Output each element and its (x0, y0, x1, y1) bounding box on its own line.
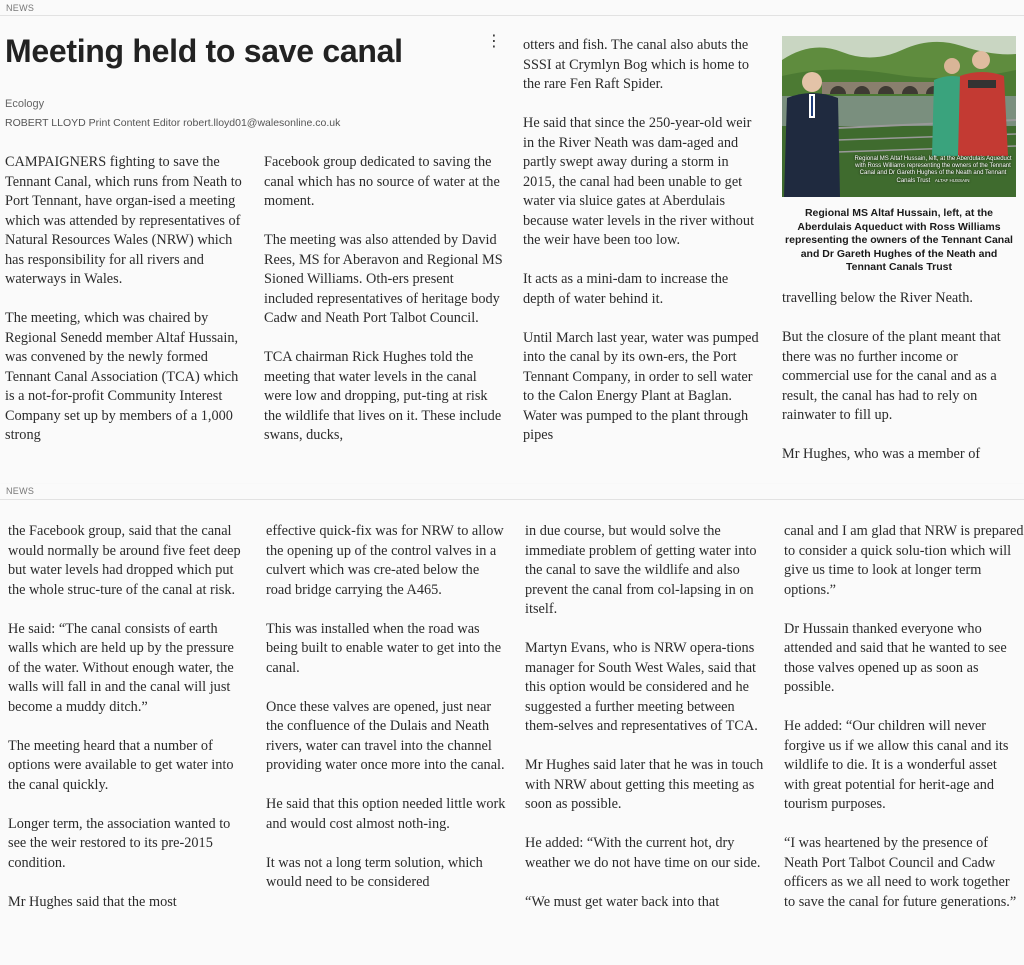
paragraph: He said that this option needed little work and would cost almost noth-ing. (266, 796, 506, 832)
article-column-4 (782, 289, 1022, 465)
article-column-3 (523, 36, 763, 446)
section-label: NEWS (6, 3, 35, 13)
paragraph: effective quick-fix was for NRW to allow the opening up of the control valves in a culvert which was cre-ated below the road bridge carrying the A465. (266, 523, 504, 598)
paragraph: Facebook group dedicated to saving the canal which has no source of water at the moment. (264, 154, 500, 209)
section-label: NEWS (6, 486, 35, 496)
paragraph: Mr Hughes, who was a member of (782, 446, 981, 462)
paragraph: Longer term, the association wanted to see the weir restored to its pre-2015 condition. (8, 815, 231, 871)
paragraph: in due course, but would solve the immediate problem of getting water into the canal to save the wildlife and also prevent the canal from col-lapsing in on itself. (525, 523, 757, 617)
divider (0, 15, 1024, 16)
photo-overlay-caption (850, 156, 1016, 185)
paragraph: Martyn Evans, who is NRW opera-tions manager for South West Wales, said that this option would be considered and he suggested a further meeting between them-selves and representatives of TCA. (525, 640, 758, 734)
paragraph: “We must get water back into that (525, 893, 720, 910)
paragraph: The meeting was also attended by David Rees, MS for Aberavon and Regional MS Sioned Williams. Oth-ers present included representatives of heritage body Cadw and Neath Port Talbot Council. (264, 232, 503, 326)
article-column-2 (266, 522, 506, 893)
paragraph: The meeting, which was chaired by Regional Senedd member Altaf Hussain, was convened by the newly formed Tennant Canal Association (TCA) which is a not-for-profit Community Interest Company set up by members of a 1,000 strong (5, 310, 239, 443)
paragraph: canal and I am glad that NRW is prepared to consider a quick solu-tion which will give us time to look at longer term options.” (784, 523, 1024, 598)
article-column-1 (5, 153, 245, 446)
article-column-2 (264, 153, 504, 446)
paragraph: But the closure of the plant meant that there was no further income or commercial use for the canal and as a result, the canal has had to rely on rainwater to fill up. (782, 329, 1001, 423)
paragraph: the Facebook group, said that the canal would normally be around five feet deep but water levels had dropped which put the whole struc-ture of the canal at risk. (8, 523, 241, 598)
divider (0, 499, 1024, 500)
paragraph: CAMPAIGNERS fighting to save the Tennant Canal, which runs from Neath to Port Tennant, have organ-ised a meeting which was attended by representatives of Natural Resources Wales (NRW) which has responsibility for all rivers and waterways in Wales. (5, 154, 242, 287)
news-page-2 (0, 484, 1024, 965)
paragraph: Dr Hussain thanked everyone who attended and said that he wanted to see those valves opened up as soon as possible. (784, 620, 1007, 695)
paragraph: He added: “With the current hot, dry weather we do not have time on our side. (525, 835, 761, 871)
paragraph: “I was heartened by the presence of Neath Port Talbot Council and Cadw officers as we all need to work together to save the canal for future generations.” (784, 835, 1017, 910)
article-column-1 (8, 522, 248, 912)
paragraph: TCA chairman Rick Hughes told the meeting that water levels in the canal were low and dropping, put-ting at risk the wildlife that lives on it. These include swans, ducks, (264, 349, 502, 443)
article-section: Ecology (5, 98, 45, 110)
paragraph: The meeting heard that a number of options were available to get water into the canal quickly. (8, 737, 234, 793)
paragraph: It was not a long term solution, which would need to be considered (266, 854, 483, 890)
paragraph: He said: “The canal consists of earth walls which are held up by the pressure of the water. Without enough water, the walls will fall in and the canal will just become a muddy ditch.” (8, 620, 234, 715)
article-column-4 (784, 522, 1024, 912)
paragraph: This was installed when the road was being built to enable water to get into the canal. (266, 620, 502, 676)
paragraph: Mr Hughes said that the most (8, 893, 177, 910)
paragraph: Once these valves are opened, just near the confluence of the Dulais and Neath rivers, water can travel into the channel providing water once more into the canal. (266, 698, 505, 773)
article-column-3 (525, 522, 765, 912)
photo-overlay-caption-text: Regional MS Altaf Hussain, left, at the Aberdulais Aqueduct with Ross Williams representing the owners of the Tennant Canal and Dr Gareth Hughes of the Neath and Tennant Canals Trust (854, 156, 1012, 184)
vertical-ellipsis-icon: ⋮ (486, 31, 502, 50)
image-caption: Regional MS Altaf Hussain, left, at the Aberdulais Aqueduct with Ross Williams representing the owners of the Tennant Canal and Dr Gareth Hughes of the Neath and Tennant Canals Trust (785, 207, 1013, 274)
paragraph: He added: “Our children will never forgive us if we allow this canal and its wildlife to die. It is a wonderful asset with great potential for herit-age and tourism purposes. (784, 718, 1009, 812)
paragraph: Until March last year, water was pumped into the canal by its own-ers, the Port Tennant Company, in order to sell water to the Calon Energy Plant at Baglan. Water was pumped to the plant through pipes (523, 329, 759, 443)
byline: ROBERT LLOYD Print Content Editor robert.lloyd01@walesonline.co.uk (5, 117, 341, 129)
paragraph: He said that since the 250-year-old weir in the River Neath was dam-aged and partly swept away during a storm in 2015, the canal had been unable to get water via sluice gates at Aberdulais because water levels in the river without the weir have been too low. (523, 115, 755, 248)
paragraph: Mr Hughes said later that he was in touch with NRW about getting this meeting as soon as possible. (525, 757, 764, 812)
more-options-button[interactable] (486, 30, 500, 52)
paragraph: It acts as a mini-dam to increase the depth of water behind it. (523, 271, 729, 307)
photo-credit: ALTAF HUSSAIN (934, 178, 970, 183)
paragraph: otters and fish. The canal also abuts the SSSI at Crymlyn Bog which is home to the rare Fen Raft Spider. (523, 37, 749, 92)
headline: Meeting held to save canal (5, 33, 403, 69)
paragraph: travelling below the River Neath. (782, 290, 973, 306)
